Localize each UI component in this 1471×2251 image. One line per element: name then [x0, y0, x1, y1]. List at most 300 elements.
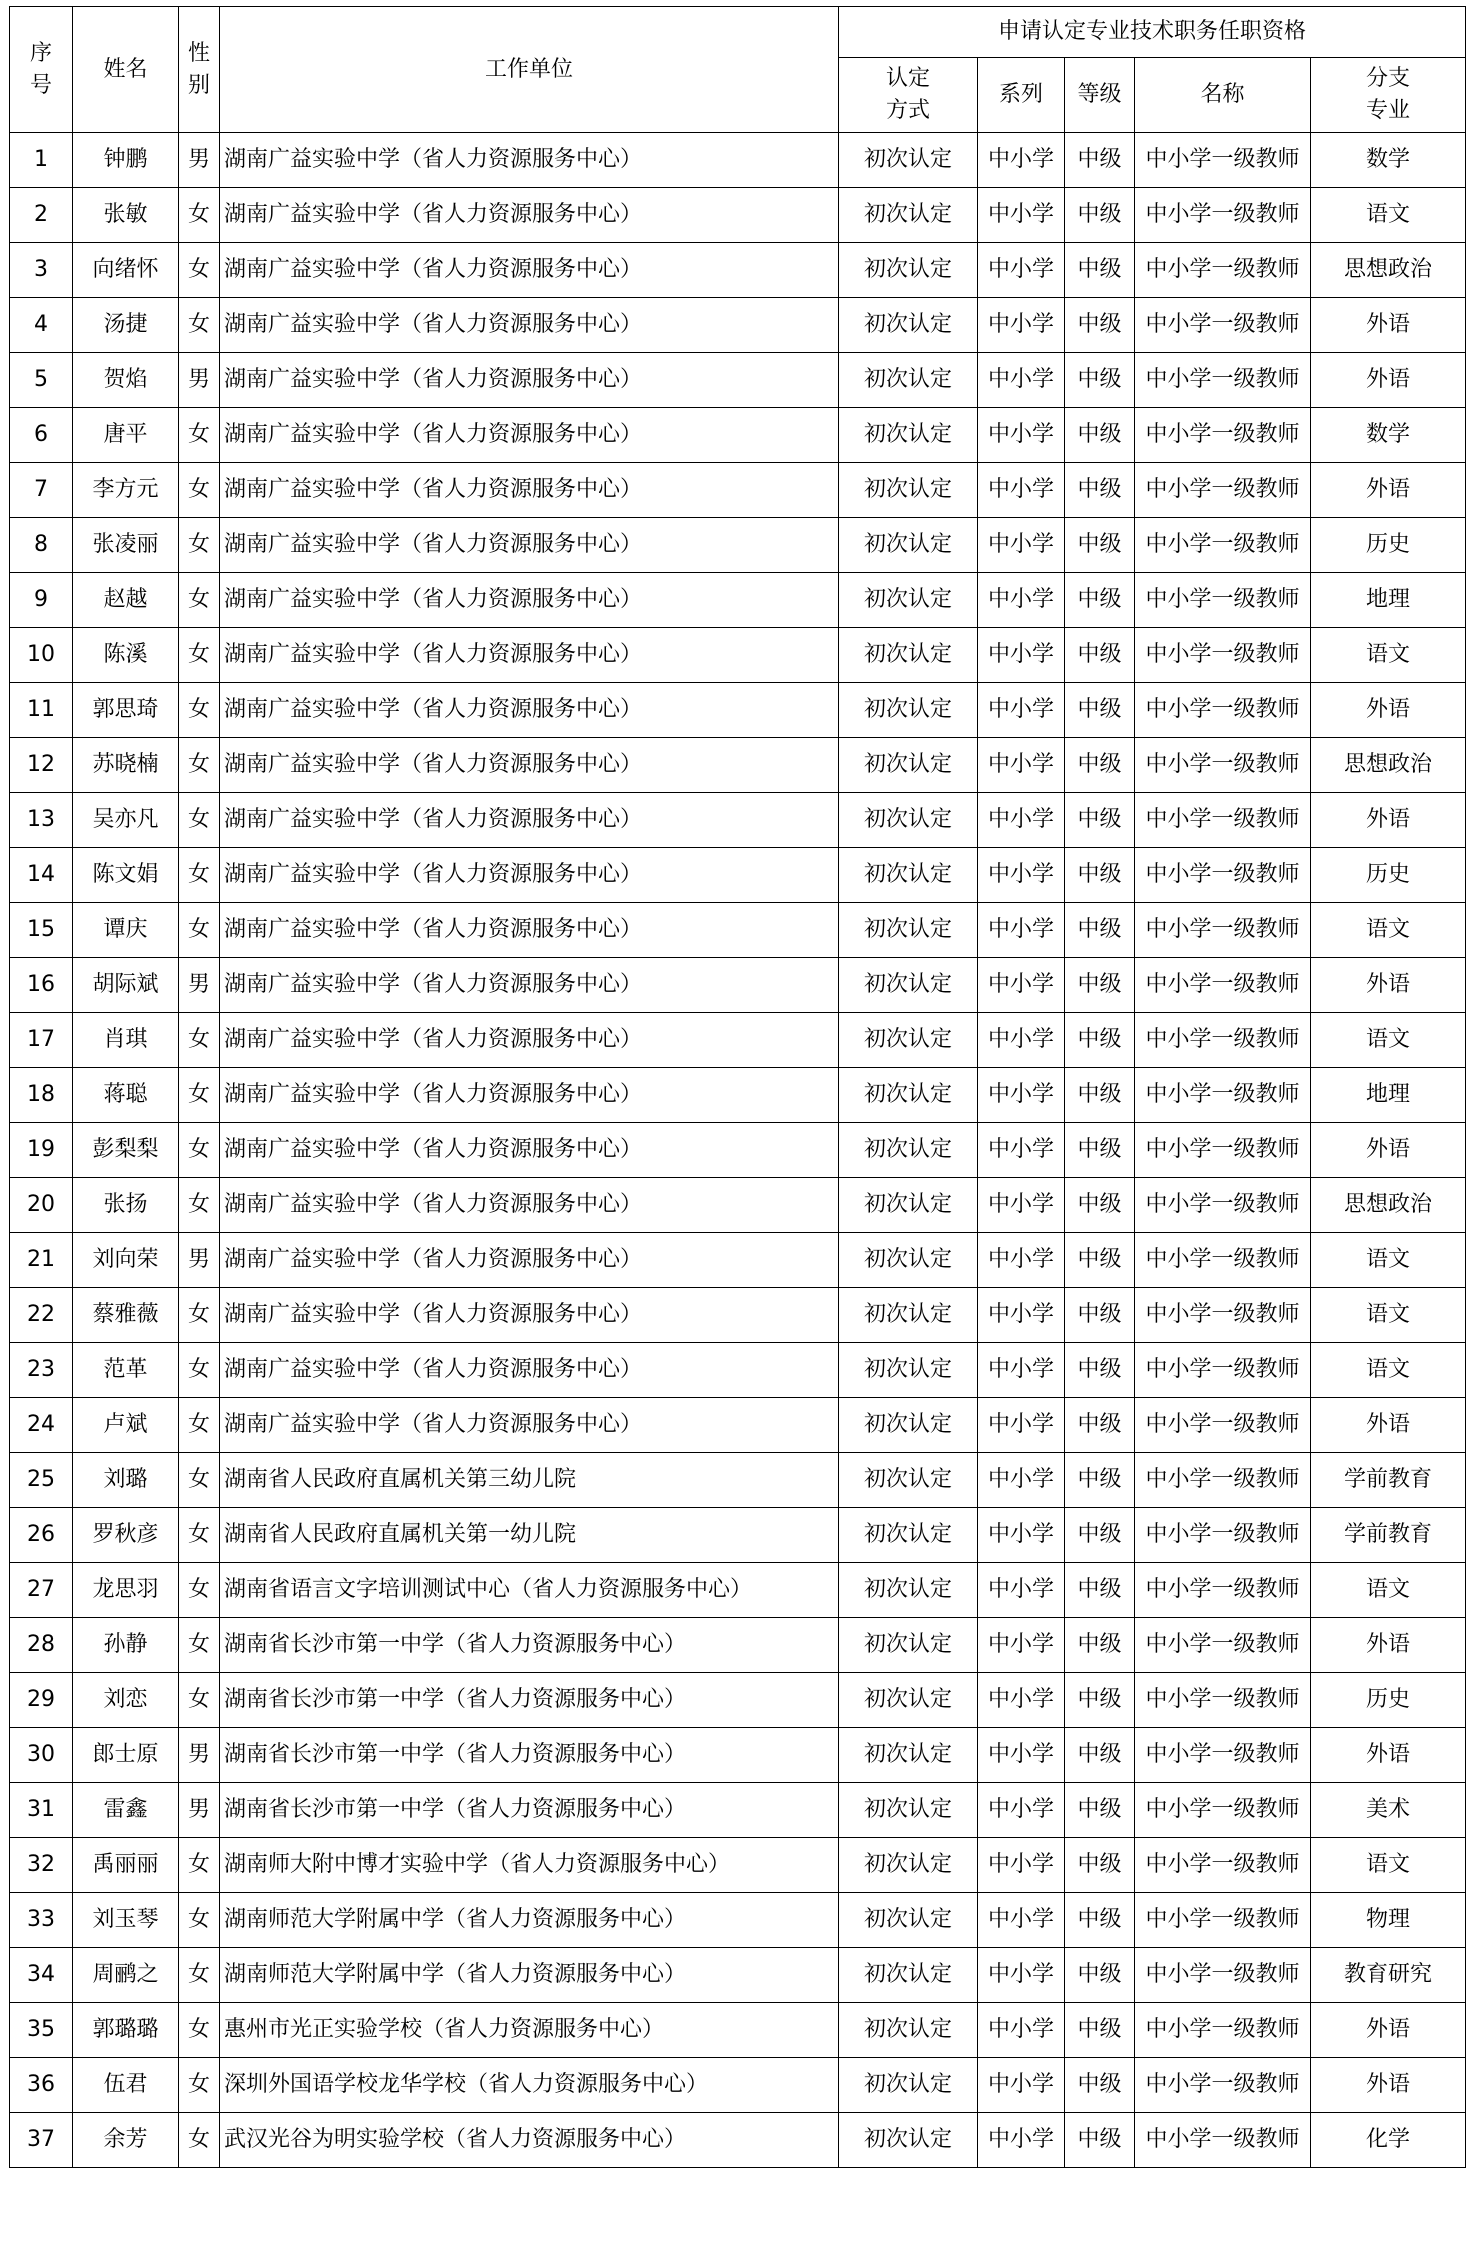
cell-branch: 语文 [1311, 1288, 1466, 1343]
table-row [10, 1508, 1466, 1563]
cell-method: 初次认定 [839, 353, 978, 408]
cell-unit: 湖南广益实验中学（省人力资源服务中心） [220, 353, 839, 408]
cell-unit: 惠州市光正实验学校（省人力资源服务中心） [220, 2003, 839, 2058]
cell-unit: 湖南师大附中博才实验中学（省人力资源服务中心） [220, 1838, 839, 1893]
table-row [10, 1233, 1466, 1288]
cell-series: 中小学 [978, 958, 1065, 1013]
cell-seq: 33 [10, 1893, 73, 1948]
cell-gender: 女 [179, 1343, 220, 1398]
cell-level: 中级 [1065, 1288, 1135, 1343]
cell-gender: 女 [179, 2113, 220, 2168]
cell-branch: 化学 [1311, 2113, 1466, 2168]
cell-series: 中小学 [978, 2003, 1065, 2058]
cell-branch: 语文 [1311, 1563, 1466, 1618]
cell-seq: 21 [10, 1233, 73, 1288]
table-header [10, 7, 1466, 133]
cell-seq: 9 [10, 573, 73, 628]
cell-series: 中小学 [978, 628, 1065, 683]
cell-gender: 女 [179, 738, 220, 793]
header-branch: 分支 专业 [1311, 58, 1466, 133]
cell-unit: 湖南广益实验中学（省人力资源服务中心） [220, 903, 839, 958]
cell-name: 范革 [73, 1343, 179, 1398]
cell-branch: 语文 [1311, 188, 1466, 243]
cell-unit: 湖南省长沙市第一中学（省人力资源服务中心） [220, 1783, 839, 1838]
table-row [10, 848, 1466, 903]
header-unit: 工作单位 [220, 7, 839, 133]
cell-method: 初次认定 [839, 628, 978, 683]
table-row [10, 518, 1466, 573]
cell-gender: 女 [179, 848, 220, 903]
cell-unit: 湖南广益实验中学（省人力资源服务中心） [220, 1068, 839, 1123]
cell-branch: 数学 [1311, 408, 1466, 463]
cell-title: 中小学一级教师 [1135, 1288, 1311, 1343]
cell-gender: 女 [179, 1178, 220, 1233]
cell-name: 雷鑫 [73, 1783, 179, 1838]
cell-gender: 女 [179, 1563, 220, 1618]
table-row [10, 1893, 1466, 1948]
cell-series: 中小学 [978, 1948, 1065, 2003]
cell-level: 中级 [1065, 848, 1135, 903]
cell-seq: 8 [10, 518, 73, 573]
cell-series: 中小学 [978, 2058, 1065, 2113]
cell-seq: 5 [10, 353, 73, 408]
cell-title: 中小学一级教师 [1135, 1178, 1311, 1233]
cell-seq: 13 [10, 793, 73, 848]
cell-method: 初次认定 [839, 1508, 978, 1563]
cell-series: 中小学 [978, 1343, 1065, 1398]
cell-title: 中小学一级教师 [1135, 848, 1311, 903]
cell-seq: 37 [10, 2113, 73, 2168]
cell-level: 中级 [1065, 903, 1135, 958]
cell-branch: 语文 [1311, 903, 1466, 958]
cell-name: 彭梨梨 [73, 1123, 179, 1178]
cell-unit: 湖南广益实验中学（省人力资源服务中心） [220, 958, 839, 1013]
cell-seq: 17 [10, 1013, 73, 1068]
cell-name: 蔡雅薇 [73, 1288, 179, 1343]
cell-gender: 女 [179, 298, 220, 353]
cell-method: 初次认定 [839, 243, 978, 298]
cell-name: 唐平 [73, 408, 179, 463]
cell-gender: 女 [179, 1673, 220, 1728]
cell-series: 中小学 [978, 188, 1065, 243]
table-row [10, 1673, 1466, 1728]
cell-unit: 湖南广益实验中学（省人力资源服务中心） [220, 1288, 839, 1343]
cell-series: 中小学 [978, 738, 1065, 793]
cell-series: 中小学 [978, 1563, 1065, 1618]
cell-method: 初次认定 [839, 848, 978, 903]
table-row [10, 2113, 1466, 2168]
cell-branch: 历史 [1311, 848, 1466, 903]
cell-unit: 湖南广益实验中学（省人力资源服务中心） [220, 1123, 839, 1178]
cell-seq: 12 [10, 738, 73, 793]
cell-method: 初次认定 [839, 793, 978, 848]
cell-seq: 4 [10, 298, 73, 353]
cell-gender: 女 [179, 463, 220, 518]
cell-branch: 历史 [1311, 518, 1466, 573]
cell-title: 中小学一级教师 [1135, 1343, 1311, 1398]
cell-branch: 历史 [1311, 1673, 1466, 1728]
cell-unit: 湖南广益实验中学（省人力资源服务中心） [220, 1343, 839, 1398]
cell-seq: 36 [10, 2058, 73, 2113]
table-row [10, 2003, 1466, 2058]
cell-seq: 24 [10, 1398, 73, 1453]
cell-level: 中级 [1065, 1013, 1135, 1068]
cell-name: 蒋聪 [73, 1068, 179, 1123]
header-level: 等级 [1065, 58, 1135, 133]
cell-name: 刘璐 [73, 1453, 179, 1508]
table-row [10, 1068, 1466, 1123]
cell-name: 陈溪 [73, 628, 179, 683]
cell-method: 初次认定 [839, 2113, 978, 2168]
cell-series: 中小学 [978, 1893, 1065, 1948]
cell-gender: 女 [179, 1398, 220, 1453]
cell-series: 中小学 [978, 1838, 1065, 1893]
cell-unit: 湖南省人民政府直属机关第一幼儿院 [220, 1508, 839, 1563]
cell-level: 中级 [1065, 958, 1135, 1013]
cell-name: 刘玉琴 [73, 1893, 179, 1948]
cell-seq: 15 [10, 903, 73, 958]
cell-seq: 10 [10, 628, 73, 683]
cell-title: 中小学一级教师 [1135, 573, 1311, 628]
cell-seq: 22 [10, 1288, 73, 1343]
cell-method: 初次认定 [839, 1013, 978, 1068]
cell-method: 初次认定 [839, 133, 978, 188]
cell-title: 中小学一级教师 [1135, 243, 1311, 298]
cell-gender: 女 [179, 1508, 220, 1563]
cell-series: 中小学 [978, 1398, 1065, 1453]
cell-title: 中小学一级教师 [1135, 298, 1311, 353]
cell-method: 初次认定 [839, 573, 978, 628]
cell-series: 中小学 [978, 1013, 1065, 1068]
cell-title: 中小学一级教师 [1135, 958, 1311, 1013]
cell-unit: 湖南广益实验中学（省人力资源服务中心） [220, 133, 839, 188]
cell-branch: 学前教育 [1311, 1508, 1466, 1563]
cell-title: 中小学一级教师 [1135, 683, 1311, 738]
cell-series: 中小学 [978, 1783, 1065, 1838]
cell-level: 中级 [1065, 2113, 1135, 2168]
cell-method: 初次认定 [839, 1948, 978, 2003]
cell-level: 中级 [1065, 188, 1135, 243]
cell-title: 中小学一级教师 [1135, 1453, 1311, 1508]
cell-unit: 湖南师范大学附属中学（省人力资源服务中心） [220, 1893, 839, 1948]
cell-gender: 女 [179, 518, 220, 573]
cell-branch: 外语 [1311, 1123, 1466, 1178]
table-row [10, 1398, 1466, 1453]
cell-unit: 湖南广益实验中学（省人力资源服务中心） [220, 738, 839, 793]
cell-series: 中小学 [978, 1123, 1065, 1178]
header-group: 申请认定专业技术职务任职资格 [839, 7, 1466, 58]
cell-unit: 湖南广益实验中学（省人力资源服务中心） [220, 408, 839, 463]
cell-level: 中级 [1065, 1673, 1135, 1728]
cell-series: 中小学 [978, 298, 1065, 353]
cell-title: 中小学一级教师 [1135, 1123, 1311, 1178]
cell-name: 李方元 [73, 463, 179, 518]
cell-gender: 男 [179, 1783, 220, 1838]
cell-gender: 女 [179, 903, 220, 958]
cell-title: 中小学一级教师 [1135, 188, 1311, 243]
cell-seq: 23 [10, 1343, 73, 1398]
header-series: 系列 [978, 58, 1065, 133]
cell-title: 中小学一级教师 [1135, 1563, 1311, 1618]
cell-level: 中级 [1065, 1508, 1135, 1563]
cell-seq: 6 [10, 408, 73, 463]
cell-gender: 女 [179, 1013, 220, 1068]
cell-title: 中小学一级教师 [1135, 1233, 1311, 1288]
cell-seq: 20 [10, 1178, 73, 1233]
cell-seq: 25 [10, 1453, 73, 1508]
cell-level: 中级 [1065, 1838, 1135, 1893]
cell-series: 中小学 [978, 1233, 1065, 1288]
cell-branch: 外语 [1311, 958, 1466, 1013]
table-body [10, 133, 1466, 2168]
cell-level: 中级 [1065, 1343, 1135, 1398]
cell-name: 张扬 [73, 1178, 179, 1233]
cell-method: 初次认定 [839, 1398, 978, 1453]
cell-series: 中小学 [978, 683, 1065, 738]
cell-series: 中小学 [978, 463, 1065, 518]
cell-level: 中级 [1065, 1233, 1135, 1288]
cell-name: 胡际斌 [73, 958, 179, 1013]
cell-level: 中级 [1065, 1618, 1135, 1673]
cell-method: 初次认定 [839, 1178, 978, 1233]
cell-title: 中小学一级教师 [1135, 1948, 1311, 2003]
table-row [10, 1013, 1466, 1068]
cell-series: 中小学 [978, 243, 1065, 298]
cell-level: 中级 [1065, 2058, 1135, 2113]
cell-name: 汤捷 [73, 298, 179, 353]
cell-method: 初次认定 [839, 1123, 978, 1178]
cell-unit: 湖南广益实验中学（省人力资源服务中心） [220, 1398, 839, 1453]
cell-level: 中级 [1065, 628, 1135, 683]
header-seq: 序 号 [10, 7, 73, 133]
cell-name: 苏晓楠 [73, 738, 179, 793]
cell-name: 卢斌 [73, 1398, 179, 1453]
cell-gender: 女 [179, 1288, 220, 1343]
cell-gender: 男 [179, 353, 220, 408]
cell-level: 中级 [1065, 1178, 1135, 1233]
cell-series: 中小学 [978, 573, 1065, 628]
cell-unit: 湖南广益实验中学（省人力资源服务中心） [220, 848, 839, 903]
cell-unit: 湖南广益实验中学（省人力资源服务中心） [220, 188, 839, 243]
cell-method: 初次认定 [839, 1893, 978, 1948]
cell-gender: 女 [179, 1453, 220, 1508]
cell-seq: 27 [10, 1563, 73, 1618]
cell-level: 中级 [1065, 408, 1135, 463]
cell-method: 初次认定 [839, 1453, 978, 1508]
table-row [10, 298, 1466, 353]
cell-branch: 外语 [1311, 2058, 1466, 2113]
table-row [10, 408, 1466, 463]
cell-title: 中小学一级教师 [1135, 1068, 1311, 1123]
cell-name: 刘向荣 [73, 1233, 179, 1288]
table-row [10, 133, 1466, 188]
cell-gender: 女 [179, 243, 220, 298]
cell-unit: 湖南广益实验中学（省人力资源服务中心） [220, 1233, 839, 1288]
cell-title: 中小学一级教师 [1135, 903, 1311, 958]
cell-branch: 思想政治 [1311, 243, 1466, 298]
table-row [10, 573, 1466, 628]
cell-title: 中小学一级教师 [1135, 1508, 1311, 1563]
table-row [10, 683, 1466, 738]
cell-branch: 语文 [1311, 1013, 1466, 1068]
cell-seq: 30 [10, 1728, 73, 1783]
cell-branch: 数学 [1311, 133, 1466, 188]
cell-name: 郎士原 [73, 1728, 179, 1783]
cell-name: 周鹂之 [73, 1948, 179, 2003]
cell-title: 中小学一级教师 [1135, 2113, 1311, 2168]
cell-unit: 深圳外国语学校龙华学校（省人力资源服务中心） [220, 2058, 839, 2113]
cell-title: 中小学一级教师 [1135, 1838, 1311, 1893]
cell-level: 中级 [1065, 518, 1135, 573]
cell-seq: 2 [10, 188, 73, 243]
cell-name: 郭璐璐 [73, 2003, 179, 2058]
table-row [10, 1783, 1466, 1838]
cell-seq: 11 [10, 683, 73, 738]
cell-seq: 29 [10, 1673, 73, 1728]
cell-method: 初次认定 [839, 188, 978, 243]
cell-gender: 女 [179, 1893, 220, 1948]
cell-series: 中小学 [978, 1068, 1065, 1123]
cell-title: 中小学一级教师 [1135, 1618, 1311, 1673]
table-row [10, 958, 1466, 1013]
cell-name: 吴亦凡 [73, 793, 179, 848]
cell-title: 中小学一级教师 [1135, 1013, 1311, 1068]
header-title: 名称 [1135, 58, 1311, 133]
cell-name: 余芳 [73, 2113, 179, 2168]
cell-gender: 女 [179, 2003, 220, 2058]
cell-unit: 湖南省长沙市第一中学（省人力资源服务中心） [220, 1728, 839, 1783]
cell-branch: 语文 [1311, 1343, 1466, 1398]
cell-series: 中小学 [978, 1453, 1065, 1508]
cell-branch: 外语 [1311, 1398, 1466, 1453]
cell-level: 中级 [1065, 738, 1135, 793]
cell-level: 中级 [1065, 1453, 1135, 1508]
cell-seq: 7 [10, 463, 73, 518]
cell-method: 初次认定 [839, 2003, 978, 2058]
table-row [10, 1563, 1466, 1618]
cell-title: 中小学一级教师 [1135, 408, 1311, 463]
cell-title: 中小学一级教师 [1135, 1893, 1311, 1948]
cell-seq: 14 [10, 848, 73, 903]
cell-branch: 学前教育 [1311, 1453, 1466, 1508]
table-row [10, 1838, 1466, 1893]
cell-series: 中小学 [978, 518, 1065, 573]
table-row [10, 1618, 1466, 1673]
table-row [10, 1178, 1466, 1233]
cell-unit: 湖南师范大学附属中学（省人力资源服务中心） [220, 1948, 839, 2003]
cell-branch: 语文 [1311, 1233, 1466, 1288]
cell-series: 中小学 [978, 848, 1065, 903]
cell-seq: 3 [10, 243, 73, 298]
cell-title: 中小学一级教师 [1135, 628, 1311, 683]
cell-method: 初次认定 [839, 1728, 978, 1783]
cell-name: 张凌丽 [73, 518, 179, 573]
cell-series: 中小学 [978, 903, 1065, 958]
cell-seq: 35 [10, 2003, 73, 2058]
cell-method: 初次认定 [839, 1288, 978, 1343]
cell-gender: 男 [179, 1233, 220, 1288]
cell-branch: 外语 [1311, 298, 1466, 353]
cell-unit: 湖南广益实验中学（省人力资源服务中心） [220, 243, 839, 298]
cell-method: 初次认定 [839, 463, 978, 518]
cell-unit: 湖南省人民政府直属机关第三幼儿院 [220, 1453, 839, 1508]
qualification-table [9, 6, 1466, 2168]
cell-level: 中级 [1065, 1123, 1135, 1178]
cell-series: 中小学 [978, 1288, 1065, 1343]
cell-seq: 19 [10, 1123, 73, 1178]
cell-gender: 女 [179, 1618, 220, 1673]
cell-name: 郭思琦 [73, 683, 179, 738]
table-row [10, 1343, 1466, 1398]
cell-level: 中级 [1065, 683, 1135, 738]
cell-series: 中小学 [978, 2113, 1065, 2168]
cell-branch: 语文 [1311, 1838, 1466, 1893]
cell-gender: 女 [179, 1838, 220, 1893]
cell-seq: 31 [10, 1783, 73, 1838]
cell-title: 中小学一级教师 [1135, 133, 1311, 188]
cell-unit: 湖南省语言文字培训测试中心（省人力资源服务中心） [220, 1563, 839, 1618]
cell-unit: 湖南广益实验中学（省人力资源服务中心） [220, 793, 839, 848]
cell-gender: 女 [179, 1068, 220, 1123]
cell-method: 初次认定 [839, 1068, 978, 1123]
cell-seq: 26 [10, 1508, 73, 1563]
cell-gender: 女 [179, 793, 220, 848]
table-row [10, 793, 1466, 848]
cell-unit: 湖南广益实验中学（省人力资源服务中心） [220, 683, 839, 738]
cell-series: 中小学 [978, 1178, 1065, 1233]
cell-series: 中小学 [978, 793, 1065, 848]
cell-branch: 外语 [1311, 683, 1466, 738]
cell-gender: 女 [179, 188, 220, 243]
cell-level: 中级 [1065, 1398, 1135, 1453]
cell-level: 中级 [1065, 793, 1135, 848]
cell-branch: 外语 [1311, 793, 1466, 848]
cell-seq: 32 [10, 1838, 73, 1893]
cell-series: 中小学 [978, 408, 1065, 463]
cell-method: 初次认定 [839, 1233, 978, 1288]
cell-branch: 语文 [1311, 628, 1466, 683]
cell-title: 中小学一级教师 [1135, 1673, 1311, 1728]
table-row [10, 738, 1466, 793]
table-row [10, 353, 1466, 408]
cell-method: 初次认定 [839, 1563, 978, 1618]
cell-branch: 思想政治 [1311, 1178, 1466, 1233]
cell-name: 罗秋彦 [73, 1508, 179, 1563]
cell-level: 中级 [1065, 243, 1135, 298]
cell-gender: 女 [179, 408, 220, 463]
cell-title: 中小学一级教师 [1135, 793, 1311, 848]
table-row [10, 188, 1466, 243]
cell-name: 向绪怀 [73, 243, 179, 298]
cell-seq: 18 [10, 1068, 73, 1123]
cell-name: 贺焰 [73, 353, 179, 408]
cell-name: 钟鹏 [73, 133, 179, 188]
cell-method: 初次认定 [839, 408, 978, 463]
cell-series: 中小学 [978, 1508, 1065, 1563]
cell-unit: 湖南广益实验中学（省人力资源服务中心） [220, 1013, 839, 1068]
cell-name: 张敏 [73, 188, 179, 243]
cell-method: 初次认定 [839, 518, 978, 573]
header-name: 姓名 [73, 7, 179, 133]
table-row [10, 628, 1466, 683]
cell-name: 伍君 [73, 2058, 179, 2113]
cell-unit: 湖南广益实验中学（省人力资源服务中心） [220, 463, 839, 518]
cell-unit: 湖南广益实验中学（省人力资源服务中心） [220, 628, 839, 683]
cell-level: 中级 [1065, 1948, 1135, 2003]
cell-name: 赵越 [73, 573, 179, 628]
cell-method: 初次认定 [839, 738, 978, 793]
cell-name: 龙思羽 [73, 1563, 179, 1618]
